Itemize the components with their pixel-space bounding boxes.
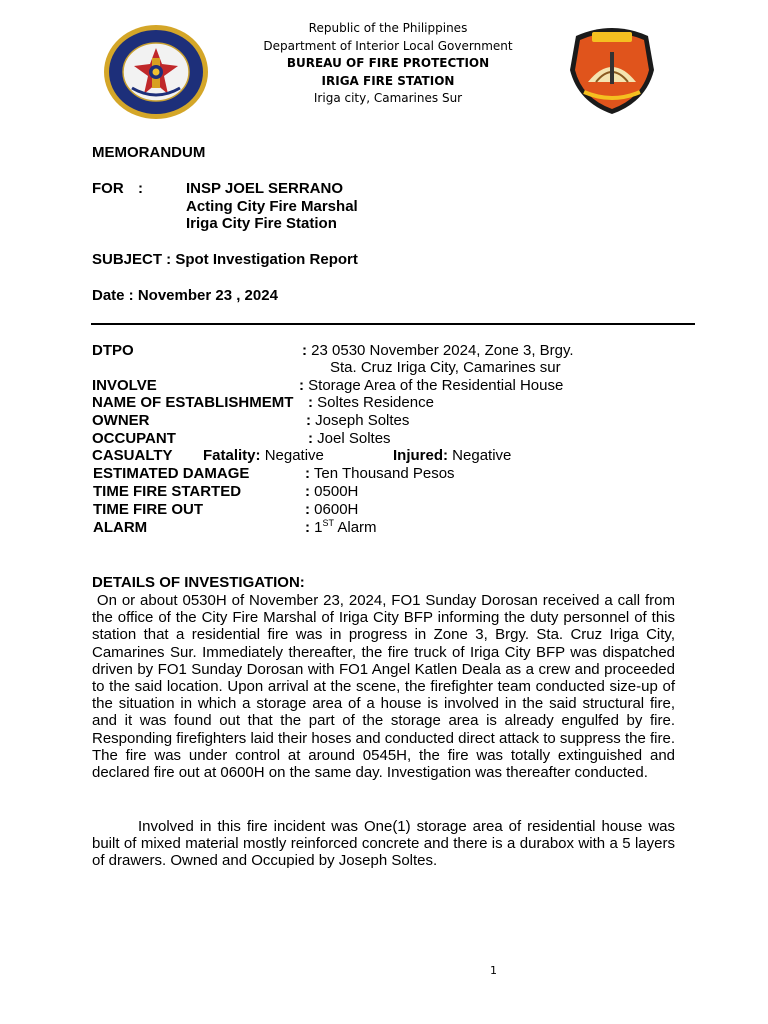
header-divider: [91, 323, 695, 325]
time-started-label: TIME FIRE STARTED: [93, 483, 242, 500]
recipient-position: Acting City Fire Marshal: [186, 198, 358, 215]
fire-station-badge-logo: [556, 22, 668, 118]
fatality-row: [203, 447, 324, 465]
occupant-value: Joel Soltes: [317, 430, 391, 447]
memo-subject: SUBJECT : Spot Investigation Report: [92, 251, 358, 268]
damage-value: Ten Thousand Pesos: [313, 465, 455, 482]
involve-row: : Storage Area of the Residential House: [299, 377, 564, 394]
injured-label: Injured:: [393, 447, 448, 464]
owner-row: : Joseph Soltes: [306, 412, 410, 429]
header-location: Iriga city, Camarines Sur: [313, 91, 463, 106]
recipient-name: INSP JOEL SERRANO: [186, 180, 343, 197]
header-station: IRIGA FIRE STATION: [321, 73, 455, 88]
alarm-row: : 1ST Alarm: [305, 518, 377, 536]
for-label: FOR: [92, 180, 124, 197]
details-heading: DETAILS OF INVESTIGATION:: [92, 574, 305, 591]
bfp-seal-logo: [102, 24, 210, 120]
owner-label: OWNER: [92, 412, 150, 429]
dtpo-line1: 23 0530 November 2024, Zone 3, Brgy.: [311, 342, 574, 359]
occupant-label: OCCUPANT: [92, 430, 176, 447]
page-number: 1: [490, 964, 497, 977]
header-department: Department of Interior Local Government: [263, 38, 513, 53]
injured-row: [393, 447, 511, 465]
involve-value: Storage Area of the Residential House: [308, 377, 564, 394]
fatality-value: Negative: [264, 447, 324, 464]
fatality-label: Fatality:: [203, 447, 261, 464]
memo-date: Date : November 23 , 2024: [92, 287, 278, 304]
letterhead: [200, 20, 576, 108]
casualty-label: CASUALTY: [92, 447, 173, 464]
establishment-row: : Soltes Residence: [308, 394, 434, 411]
dtpo-label: DTPO: [92, 342, 134, 359]
occupant-row: : Joel Soltes: [308, 430, 391, 447]
time-started-value: 0500H: [314, 483, 359, 500]
dtpo-line2: Sta. Cruz Iriga City, Camarines sur: [330, 359, 561, 376]
establishment-label: NAME OF ESTABLISHMEMT: [92, 394, 294, 411]
recipient-station: Iriga City Fire Station: [186, 215, 337, 232]
damage-row: : Ten Thousand Pesos: [305, 465, 455, 482]
time-started-row: : 0500H: [305, 483, 359, 500]
details-paragraph-2: Involved in this fire incident was One(1) storage area of residential house was built of mixed material mostly reinforced concrete and there is a durabox with a 5 layers of drawers. Owned and Occupied by Joseph Soltes.: [92, 818, 675, 870]
time-out-value: 0600H: [314, 501, 359, 518]
header-bureau: BUREAU OF FIRE PROTECTION: [286, 56, 490, 71]
details-paragraph-1: On or about 0530H of November 23, 2024, FO1 Sunday Dorosan received a call from the office of the City Fire Marshal of Iriga City BFP informing the duty personnel of this station that a residential fire was in progress in Zone 3, Brgy. Sta. Cruz Iriga City, Camarines Sur. Immediately thereafter, the fire truck of Iriga City BFP was dispatched driven by FO1 Sunday Dorosan with FO1 Angel Katlen Deala as a crew and proceeded to the said location. Upon arrival at the scene, the firefighter team conducted size-up of the situation in which a storage area of a house is involved in the said structural fire, and it was found out that the part of the storage area is already engulfed by fire. Responding firefighters laid their hoses and conducted direct attack to suppress the fire. The fire was under control at around 0545H, the fire was totally extinguished and declared fire out at 0600H on the same day. Investigation was thereafter conducted.: [92, 592, 680, 782]
injured-value: Negative: [452, 447, 512, 464]
alarm-label: ALARM: [93, 519, 148, 536]
damage-label: ESTIMATED DAMAGE: [93, 465, 250, 482]
time-out-label: TIME FIRE OUT: [93, 501, 203, 518]
establishment-value: Soltes Residence: [317, 394, 434, 411]
alarm-ordinal: ST: [322, 518, 335, 528]
alarm-number: 1: [314, 519, 323, 536]
alarm-text: Alarm: [334, 519, 377, 536]
for-colon: :: [138, 180, 143, 197]
header-republic: Republic of the Philippines: [308, 21, 468, 35]
memo-title: MEMORANDUM: [92, 144, 206, 161]
involve-label: INVOLVE: [92, 377, 157, 394]
owner-value: Joseph Soltes: [315, 412, 410, 429]
time-out-row: : 0600H: [305, 501, 359, 518]
dtpo-value: : 23 0530 November 2024, Zone 3, Brgy.: [302, 342, 574, 359]
